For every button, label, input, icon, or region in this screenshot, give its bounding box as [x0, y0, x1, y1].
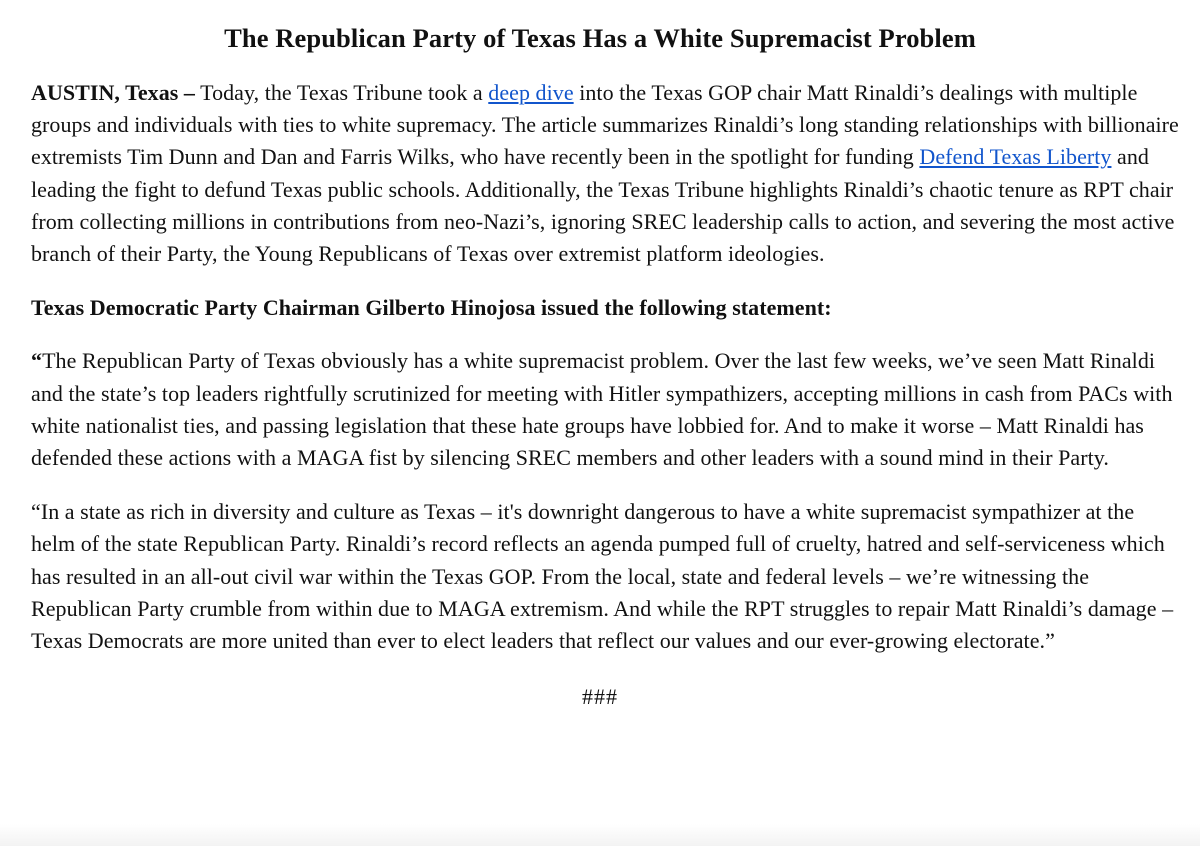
quote-1-text: The Republican Party of Texas obviously has a white supremacist problem. Over the last few weeks, we’ve seen Matt Rinaldi and the state’s top leaders rightfully scrutinized for meeting with Hitler sympathizers, accepting millions in cash from PACs with white nationalist ties, and passing legislation that these hate groups have lobbied for. And to make it worse – Matt Rinaldi has defended these actions with a MAGA fist by silencing SREC members and other leaders with a sound mind in their Party. — [31, 348, 1173, 471]
intro-text-c: and leading the fight to defund Texas public schools. Additionally, the Texas Tribune highlights Rinaldi’s chaotic tenure as RPT chair from collecting millions in contributions from neo-Nazi’s, ignoring SREC leadership calls to action, and severing the most active branch of their Party, the Young Republicans of Texas over extremist platform ideologies. — [31, 144, 1175, 267]
bottom-shadow — [0, 824, 1200, 846]
dateline: AUSTIN, Texas – — [31, 80, 195, 105]
quote-paragraph-1 — [31, 345, 1181, 474]
intro-text-b: into the Texas GOP chair Matt Rinaldi’s dealings with multiple groups and individuals with ties to white supremacy. The article summarizes Rinaldi’s long standing relationships with billionaire extremists Tim Dunn and Dan and Farris Wilks, who have recently been in the spotlight for funding — [31, 80, 1179, 170]
intro-paragraph — [31, 77, 1181, 270]
defend-texas-liberty-link[interactable]: Defend Texas Liberty — [919, 144, 1112, 170]
statement-intro: Texas Democratic Party Chairman Gilberto Hinojosa issued the following statement: — [31, 295, 832, 321]
quote-paragraph-2: “In a state as rich in diversity and culture as Texas – it's downright dangerous to have a white supremacist sympathizer at the helm of the state Republican Party. Rinaldi’s record reflects an agenda pumped full of cruelty, hatred and self-serviceness which has resulted in an all-out civil war within the Texas GOP. From the local, state and federal levels – we’re witnessing the Republican Party crumble from within due to MAGA extremism. And while the RPT struggles to repair Matt Rinaldi’s damage – Texas Democrats are more united than ever to elect leaders that reflect our values and our ever-growing electorate.” — [31, 499, 1174, 654]
end-mark: ### — [582, 684, 618, 710]
page-title: The Republican Party of Texas Has a White Supremacist Problem — [224, 23, 976, 53]
press-release — [31, 20, 1181, 710]
intro-text-a: Today, the Texas Tribune took a — [194, 80, 489, 105]
quote-open-mark: “ — [31, 348, 43, 374]
deep-dive-link[interactable]: deep dive — [488, 80, 574, 105]
